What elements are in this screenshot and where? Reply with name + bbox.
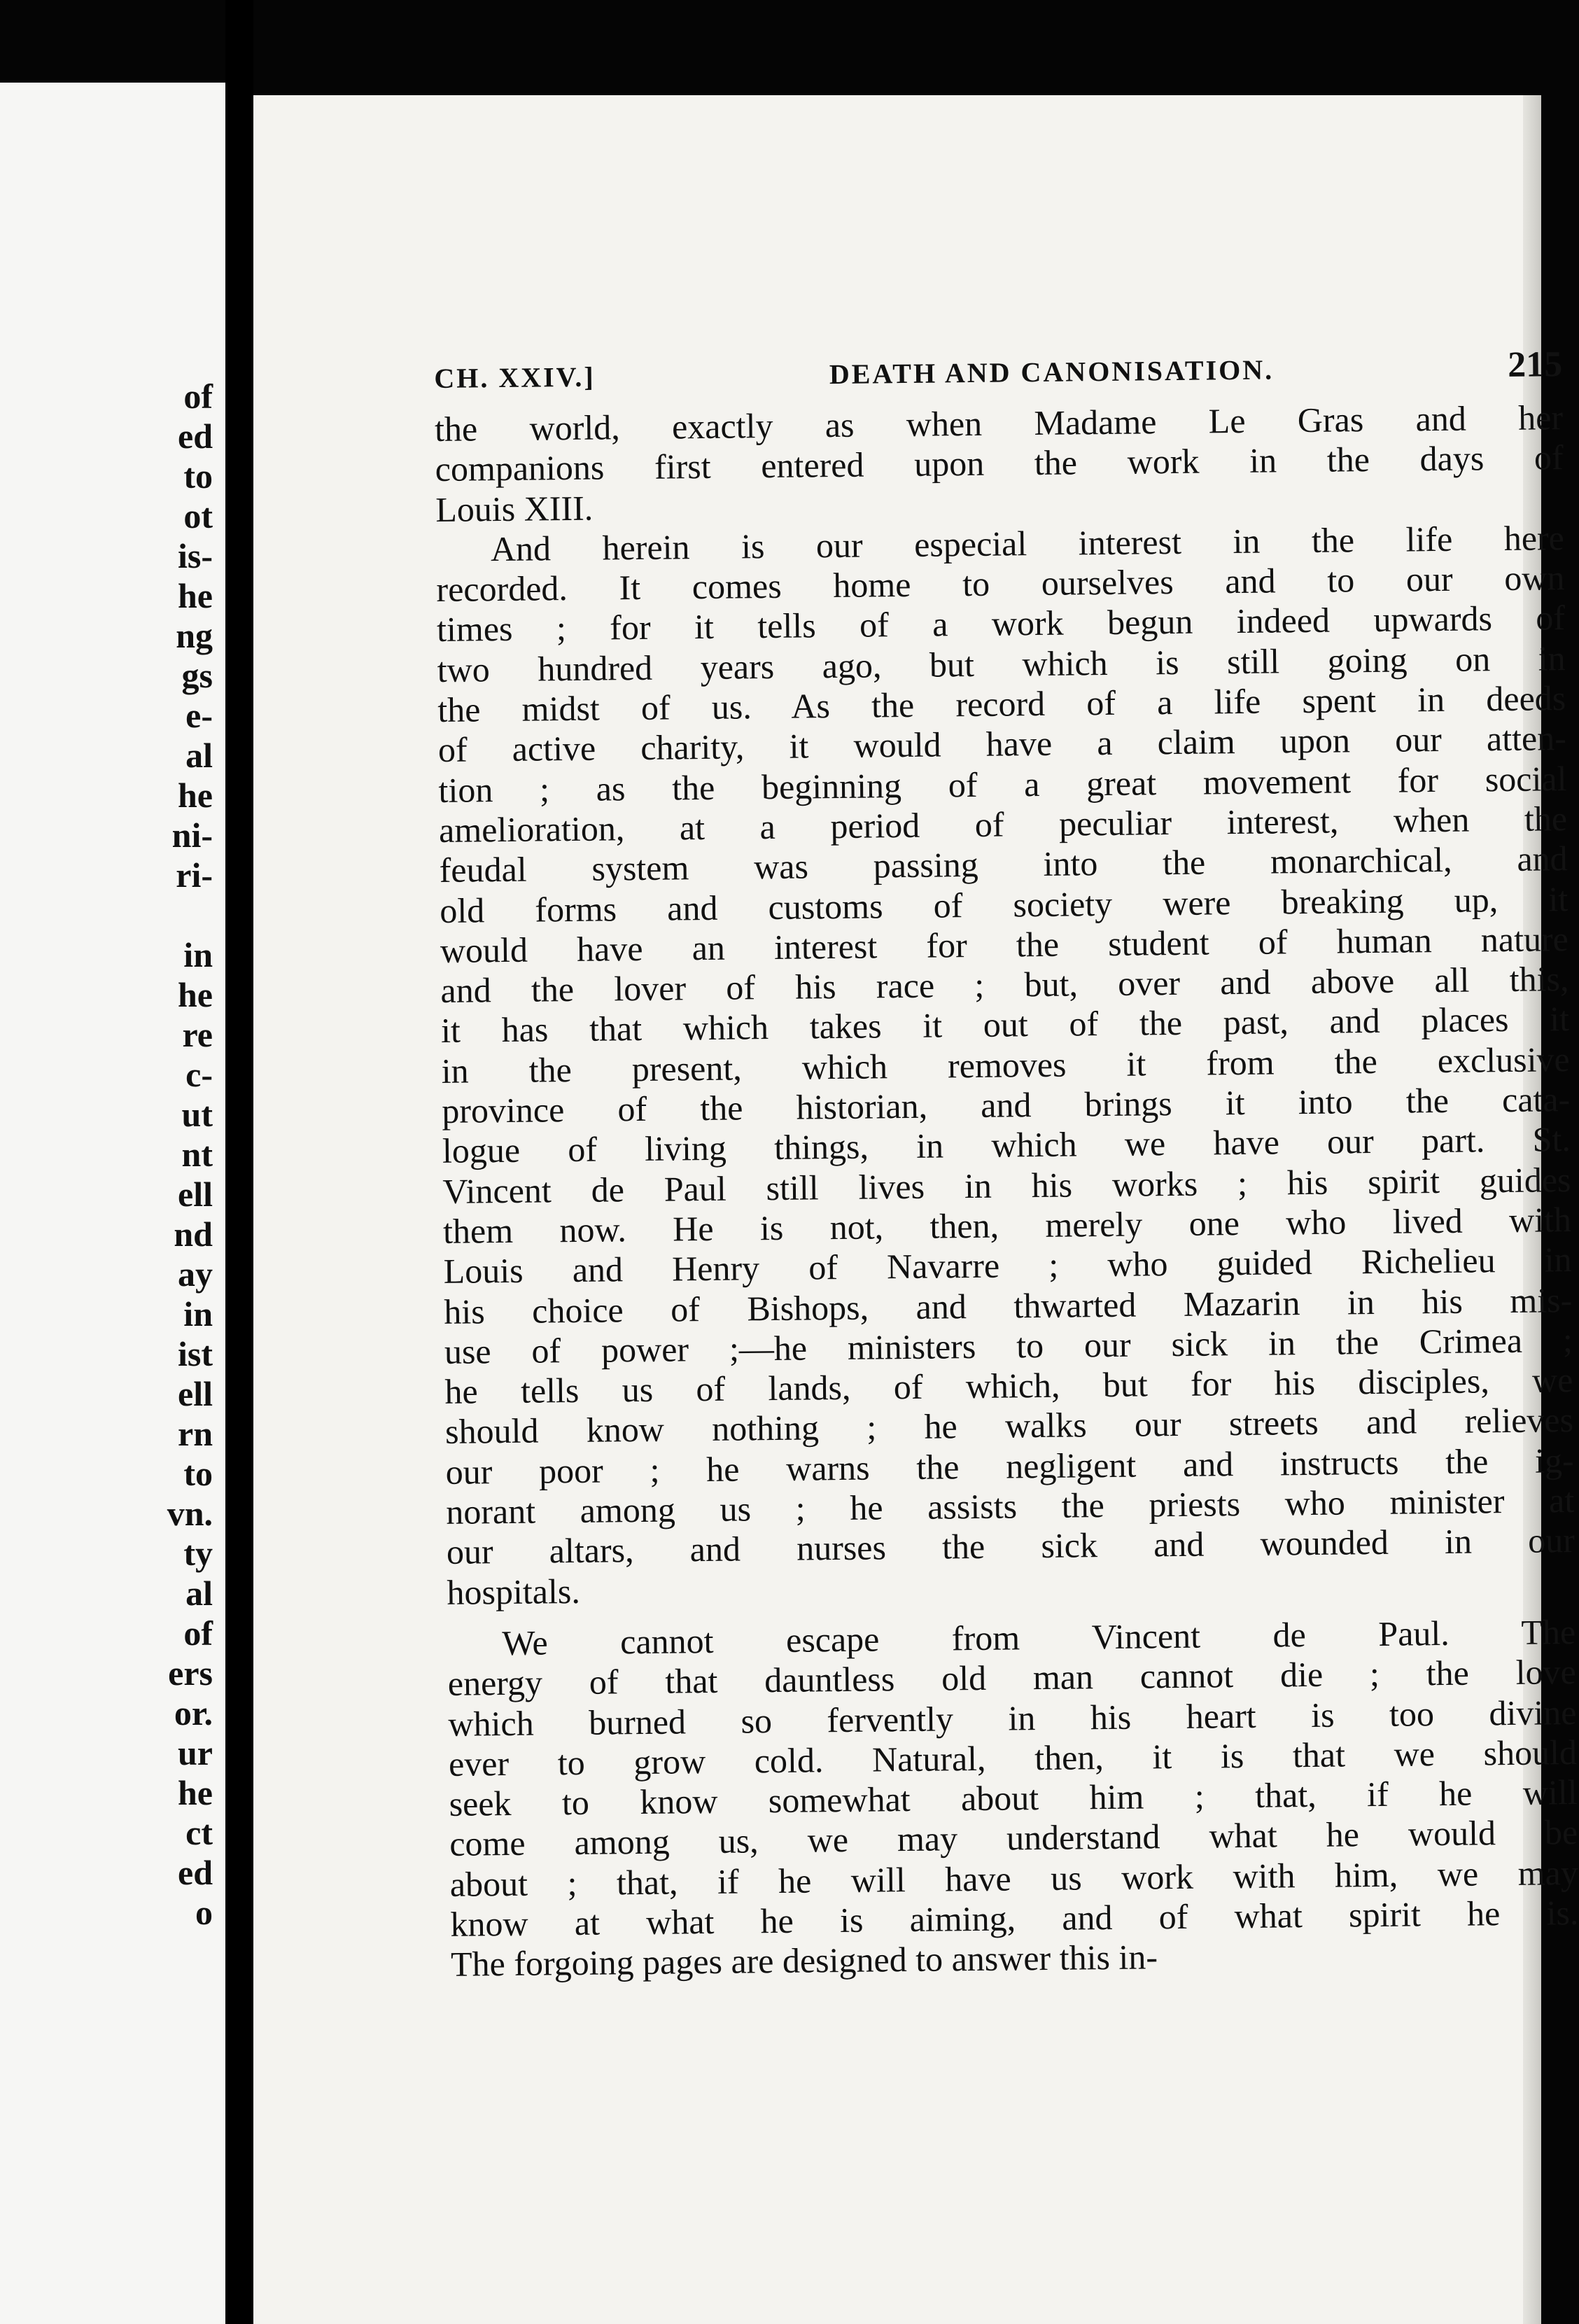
text-line: Louis and Henry of Navarre ; who guided Richelieu in [443,1240,1572,1292]
text-line: times ; for it tells of a work begun indeed upwards of [436,598,1566,650]
running-head-title: DEATH AND CANONISATION. [829,354,1275,391]
left-page-fragment: vn. [167,1494,213,1533]
text-line: Louis XIII. [435,488,594,529]
paragraph [436,518,1576,1613]
left-page-fragment: ed [178,416,213,456]
left-page-fragment: ot [183,496,213,536]
text-line: it has that which takes it out of the past, and places it [440,999,1570,1051]
left-page-fragment: c- [185,1055,213,1094]
paragraph [447,1612,1579,1985]
left-page-fragment: ut [181,1095,213,1134]
page-text-block [434,344,1579,1984]
text-line: use of power ;—he ministers to our sick in the Crimea ; [444,1320,1573,1371]
left-page-fragment: in [183,1294,213,1334]
text-line: know at what he is aiming, and of what spirit he is. [450,1892,1579,1944]
text-line: his choice of Bishops, and thwarted Mazarin in his mis- [444,1280,1573,1331]
left-page-fragment: al [185,736,213,775]
text-line: logue of living things, in which we have our part. St. [442,1119,1571,1171]
left-page-fragment: ers [168,1653,213,1693]
text-line: them now. He is not, then, merely one who lived with [442,1199,1572,1251]
text-line: tion ; as the beginning of a great movement for social [438,758,1567,810]
left-facing-page [0,83,225,2324]
text-line: energy of that dauntless old man cannot die ; the love [447,1652,1577,1704]
left-page-fragment: ell [178,1175,213,1214]
left-page-text-fragments [167,377,213,1933]
text-line: seek to know somewhat about him ; that, if he will [449,1772,1578,1823]
text-line: companions first entered upon the work in the days of [435,438,1564,489]
text-line: in the present, which removes it from the exclusive [441,1039,1570,1091]
left-page-fragment: of [183,1614,213,1653]
left-page-fragment: is- [178,536,213,575]
left-page-fragment: re [182,1015,213,1054]
text-line: The forgoing pages are designed to answer this in- [450,1937,1158,1984]
left-page-fragment [167,895,213,935]
book-gutter [225,0,253,2324]
left-page-fragment: he [178,776,213,815]
left-page-fragment: or. [174,1693,213,1732]
left-page-fragment: gs [181,656,213,695]
text-line: ever to grow cold. Natural, then, it is that we should [448,1732,1578,1784]
page-number: 215 [1507,344,1563,385]
text-line: come among us, we may understand what he would be [449,1812,1578,1864]
text-line: norant among us ; he assists the priests who minister at [446,1480,1575,1532]
left-page-fragment: o [195,1893,213,1932]
left-page-fragment: to [183,456,213,496]
left-page-fragment: to [183,1454,213,1493]
left-page-fragment: he [178,576,213,615]
running-head [434,344,1563,397]
left-page-fragment: he [178,1773,213,1812]
text-line: feudal system was passing into the monarchical, and [439,839,1568,890]
text-line: amelioration, at a period of peculiar interest, when the [438,799,1568,850]
text-line: our altars, and nurses the sick and wounded in our [446,1520,1576,1572]
left-page-fragment: ty [183,1534,213,1573]
book-page [253,95,1579,2324]
text-line: hospitals. [447,1571,581,1612]
left-page-fragment: ri- [176,855,213,895]
left-page-fragment: nd [174,1214,213,1254]
text-line: of active charity, it would have a claim upon our atten- [437,718,1567,770]
text-line: he tells us of lands, of which, but for his disciples, we [444,1360,1573,1412]
text-line: Vincent de Paul still lives in his works ; his spirit guides [442,1159,1571,1211]
left-page-fragment: in [183,935,213,974]
text-line: would have an interest for the student of human nature [440,918,1569,970]
text-line: should know nothing ; he walks our streets and relieves [444,1400,1574,1452]
paragraph [435,398,1564,530]
left-page-fragment: e- [185,696,213,735]
left-page-fragment: ct [185,1813,213,1852]
left-page-fragment: of [183,377,213,416]
left-page-fragment: rn [178,1414,213,1453]
text-line: our poor ; he warns the negligent and instructs the ig- [445,1440,1574,1492]
left-page-fragment: nt [181,1135,213,1174]
text-line: the world, exactly as when Madame Le Gras and her [434,398,1564,449]
text-line: old forms and customs of society were breaking up, it [440,878,1569,930]
left-page-fragment: ist [178,1334,213,1373]
text-line: We cannot escape from Vincent de Paul. The [501,1611,1576,1662]
left-page-fragment: ay [178,1254,213,1294]
text-line: province of the historian, and brings it into the cata- [442,1079,1571,1130]
text-line: And herein is our especial interest in the life here [490,517,1565,569]
left-page-fragment: ell [178,1374,213,1413]
left-page-fragment: ng [176,616,213,655]
body-text [435,398,1579,1984]
left-page-fragment: ni- [171,816,213,855]
text-line: which burned so fervently in his heart is too divine [448,1692,1577,1744]
left-page-fragment: ur [178,1733,213,1772]
text-line: two hundred years ago, but which is still going on in [437,638,1566,690]
text-line: the midst of us. As the record of a life spent in deeds [437,678,1566,730]
text-line: about ; that, if he will have us work with him, we may [449,1852,1579,1904]
left-page-fragment: ed [178,1853,213,1892]
left-page-fragment: he [178,975,213,1014]
text-line: recorded. It comes home to ourselves and to our own [436,558,1565,610]
running-head-chapter: CH. XXIV.] [434,360,596,394]
text-line: and the lover of his race ; but, over and above all this, [440,959,1569,1011]
left-page-fragment: al [185,1574,213,1613]
